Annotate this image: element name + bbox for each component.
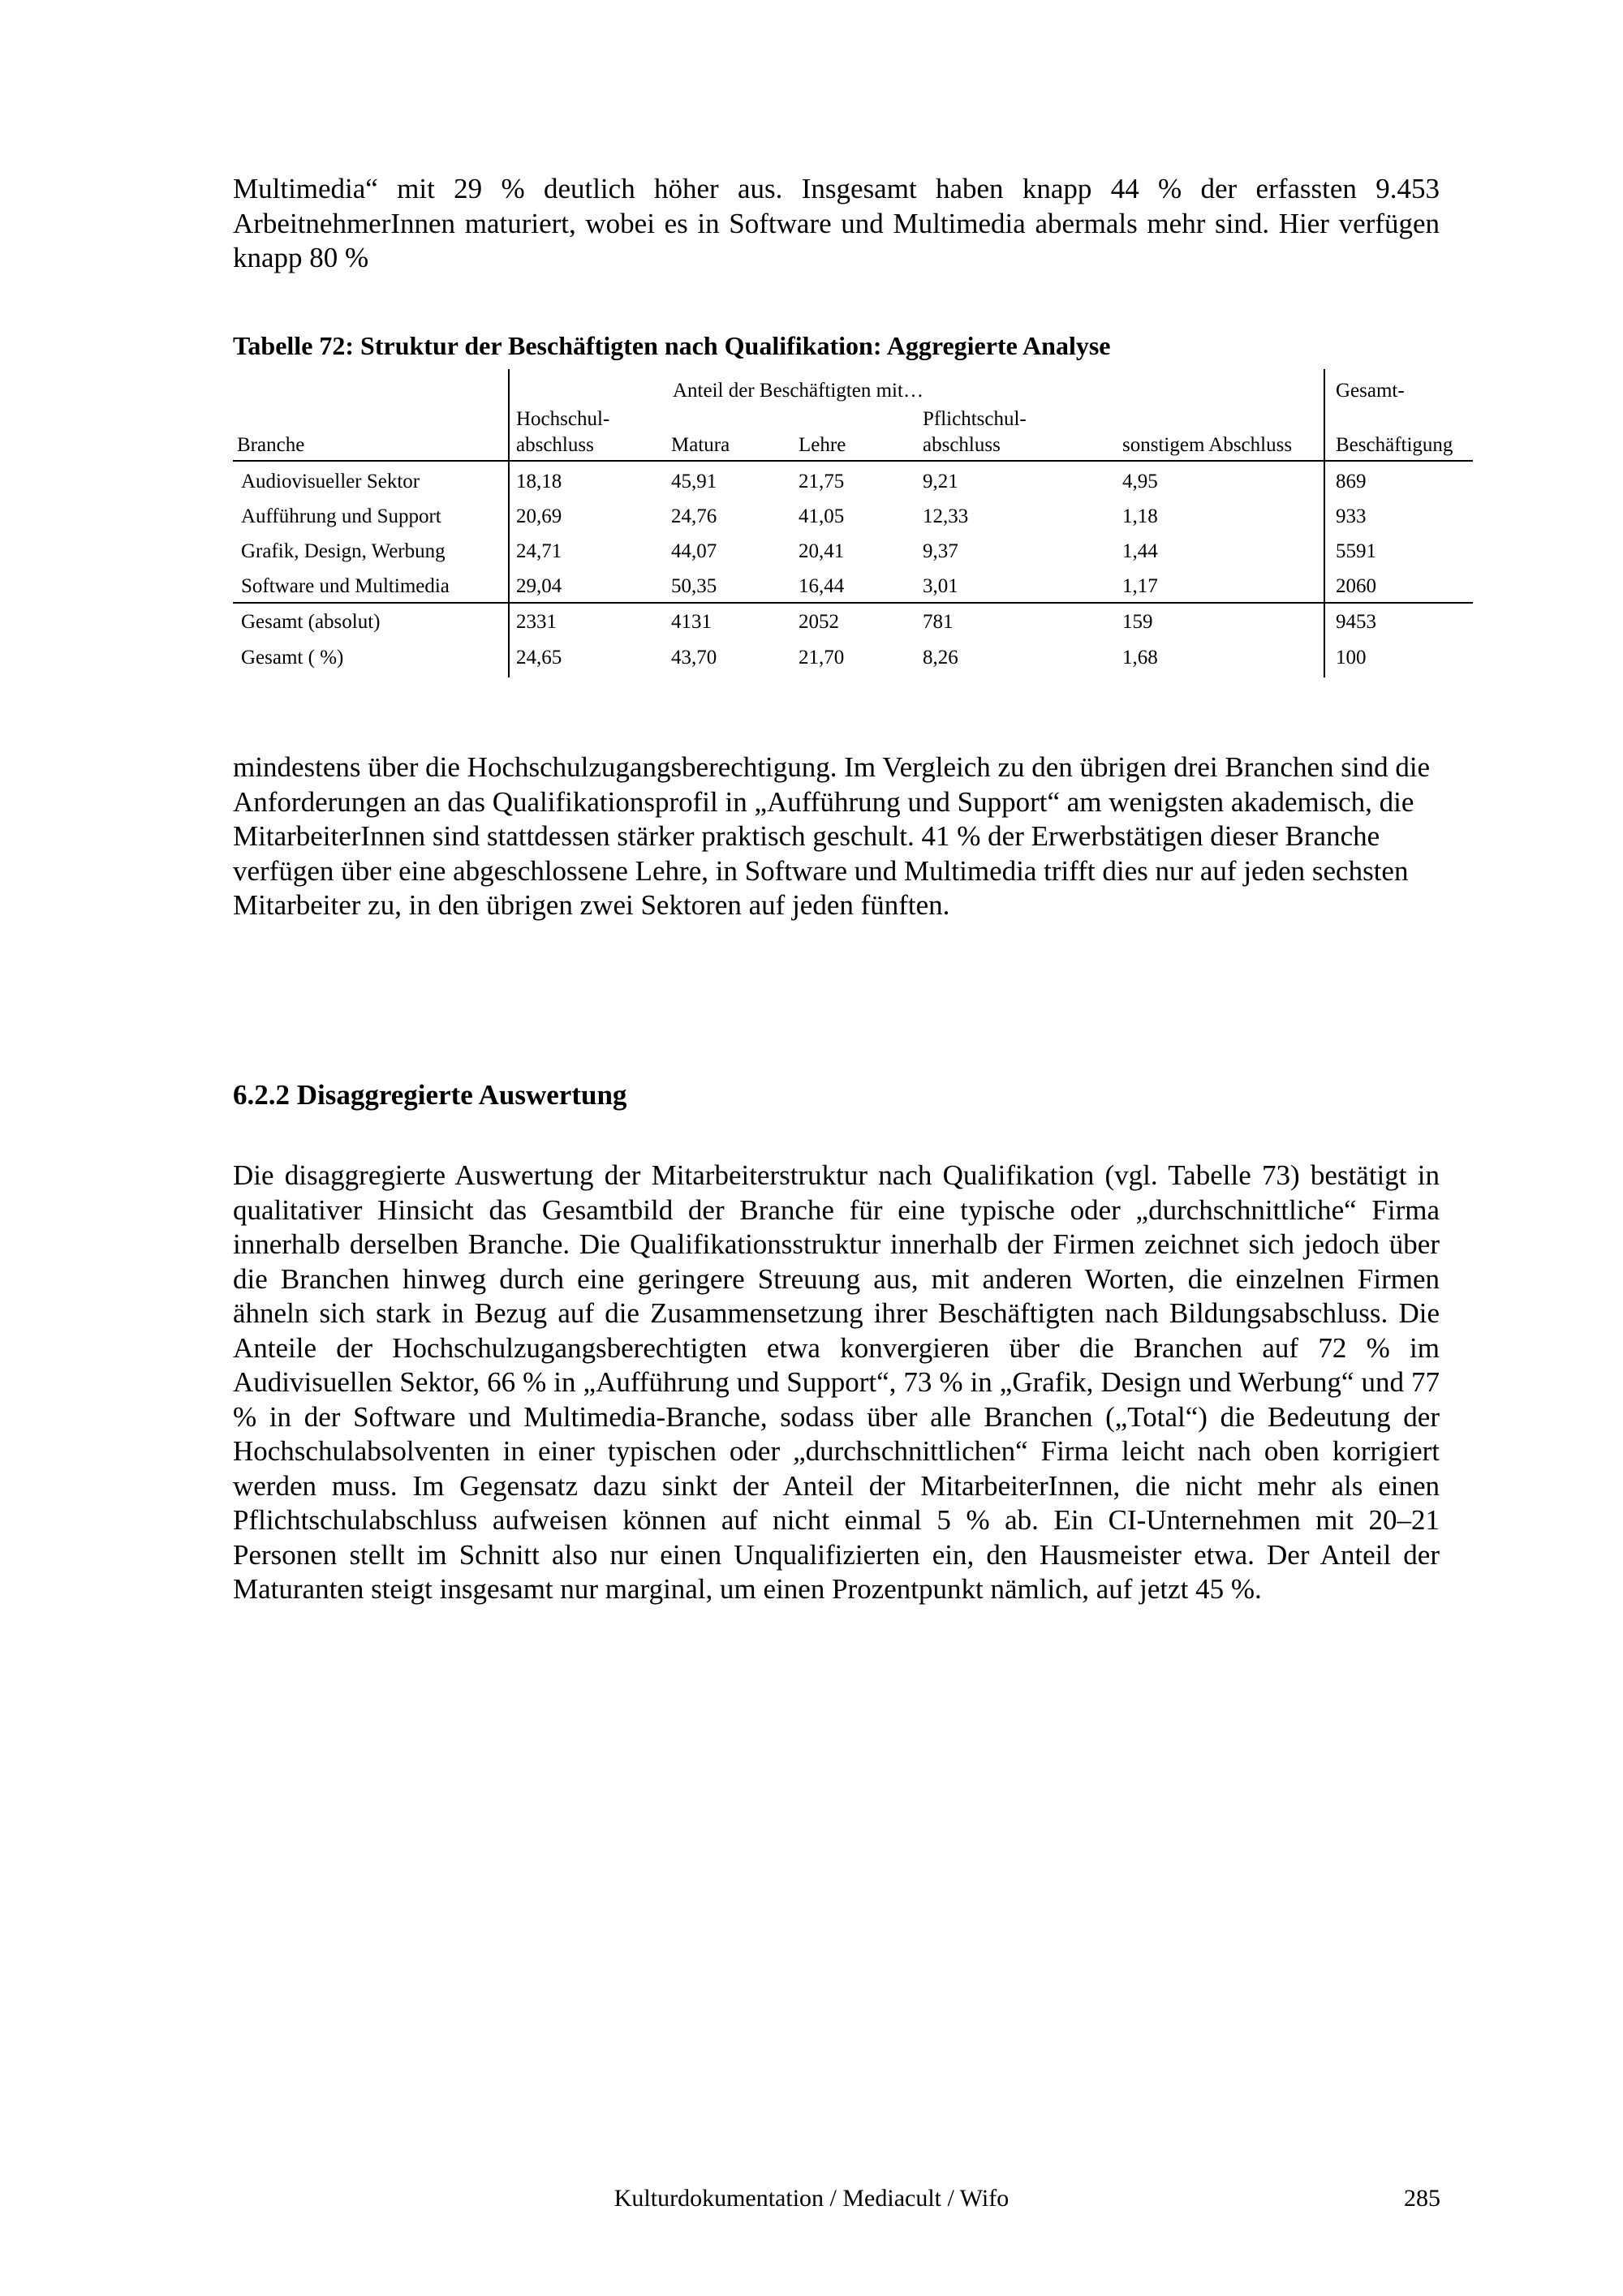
table-cell: 2052 bbox=[799, 611, 839, 633]
header-pflicht-2: abschluss bbox=[923, 434, 1001, 456]
header-hochschul-1: Hochschul- bbox=[516, 408, 610, 430]
table-cell: Software und Multimedia bbox=[241, 575, 450, 597]
header-matura: Matura bbox=[671, 434, 730, 456]
header-total-2: Beschäftigung bbox=[1336, 434, 1453, 456]
table-cell: 9,37 bbox=[923, 540, 958, 562]
table-cell: 8,26 bbox=[923, 647, 958, 669]
table-cell: 21,70 bbox=[799, 647, 845, 669]
table-cell: 41,05 bbox=[799, 505, 845, 527]
table-cell: 781 bbox=[923, 611, 954, 633]
table-cell: 50,35 bbox=[671, 575, 717, 597]
page-number: 285 bbox=[1404, 2185, 1440, 2212]
table-rule-total bbox=[1324, 369, 1325, 677]
table-cell: 1,68 bbox=[1122, 647, 1158, 669]
table-cell: 24,71 bbox=[516, 540, 562, 562]
table-cell: 24,65 bbox=[516, 647, 562, 669]
table-cell: 12,33 bbox=[923, 505, 969, 527]
header-group: Anteil der Beschäftigten mit… bbox=[673, 380, 923, 402]
table-cell: 159 bbox=[1122, 611, 1153, 633]
header-total-1: Gesamt- bbox=[1336, 380, 1405, 402]
table-cell: 21,75 bbox=[799, 471, 845, 492]
table-cell: Grafik, Design, Werbung bbox=[241, 540, 446, 562]
table-total-rule bbox=[233, 602, 1473, 604]
header-hochschul-2: abschluss bbox=[516, 434, 594, 456]
table-cell: 4131 bbox=[671, 611, 712, 633]
table-cell: 5591 bbox=[1336, 540, 1376, 562]
table-cell: 44,07 bbox=[671, 540, 717, 562]
table-cell: 29,04 bbox=[516, 575, 562, 597]
section-heading: 6.2.2 Disaggregierte Auswertung bbox=[233, 1079, 627, 1111]
footer-source: Kulturdokumentation / Mediacult / Wifo bbox=[613, 2185, 1010, 2212]
table-cell: Gesamt ( %) bbox=[241, 647, 344, 669]
table-cell: 43,70 bbox=[671, 647, 717, 669]
table-cell: 20,41 bbox=[799, 540, 845, 562]
table-caption: Tabelle 72: Struktur der Beschäftigten nach Qualifikation: Aggregierte Analyse bbox=[233, 331, 1111, 360]
table-cell: 933 bbox=[1336, 505, 1367, 527]
table-cell: 4,95 bbox=[1122, 471, 1158, 492]
table-cell: 3,01 bbox=[923, 575, 958, 597]
paragraph-intro: Multimedia“ mit 29 % deutlich höher aus. Insgesamt haben knapp 44 % der erfassten 9.453 ArbeitnehmerInnen maturiert, wobei es in Software und Multimedia abermals mehr sind. Hier verfügen knapp 80 % bbox=[233, 173, 1440, 273]
table-cell: Audiovisueller Sektor bbox=[241, 471, 420, 492]
table-cell: Gesamt (absolut) bbox=[241, 611, 381, 633]
header-sonstig: sonstigem Abschluss bbox=[1122, 434, 1293, 456]
table-cell: 1,44 bbox=[1122, 540, 1158, 562]
table-cell: Aufführung und Support bbox=[241, 505, 441, 527]
table-cell: 100 bbox=[1336, 647, 1367, 669]
table-cell: 9453 bbox=[1336, 611, 1376, 633]
header-branche: Branche bbox=[237, 434, 305, 456]
paragraph-after-table: mindestens über die Hochschulzugangsberechtigung. Im Vergleich zu den übrigen drei Branchen sind die Anforderungen an das Qualifikationsprofil in „Aufführung und Support“ am wenigsten akademisch, die MitarbeiterInnen sind stattdessen stärker praktisch geschult. 41 % der Erwerbstätigen dieser Branche verfügen über eine abgeschlossene Lehre, in Software und Multimedia trifft dies nur auf jeden sechsten Mitarbeiter zu, in den übrigen zwei Sektoren auf jeden fünften. bbox=[233, 751, 1431, 921]
paragraph-disaggregated: Die disaggregierte Auswertung der Mitarbeiterstruktur nach Qualifikation (vgl. Tabelle 73) bestätigt in qualitativer Hinsicht das Gesamtbild der Branche für eine typische oder „durchschnittliche“ Firma innerhalb derselben Branche. Die Qualifikationsstruktur innerhalb der Firmen zeichnet sich jedoch über die Branchen hinweg durch eine geringere Streuung aus, mit anderen Worten, die einzelnen Firmen ähneln sich stark in Bezug auf die Zusammensetzung ihrer Beschäftigten nach Bildungsabschluss. Die Anteile der Hochschulzugangsberechtigten etwa konvergieren über die Branchen auf 72 % im Audivisuellen Sektor, 66 % in „Aufführung und Support“, 73 % in „Grafik, Design und Werbung“ und 77 % in der Software und Multimedia-Branche, sodass über alle Branchen („Total“) die Bedeutung der Hochschulabsolventen in einer typischen oder „durchschnittlichen“ Firma leicht nach oben korrigiert werden muss. Im Gegensatz dazu sinkt der Anteil der MitarbeiterInnen, die nicht mehr als einen Pflichtschulabschluss aufweisen können auf nicht einmal 5 % ab. Ein CI-Unternehmen mit 20–21 Personen stellt im Schnitt also nur einen Unqualifizierten ein, den Hausmeister etwa. Der Anteil der Maturanten steigt insgesamt nur marginal, um einen Prozentpunkt nämlich, auf jetzt 45 %. bbox=[233, 1159, 1440, 1605]
table-cell: 869 bbox=[1336, 471, 1367, 492]
table-header-rule bbox=[233, 460, 1473, 462]
table-cell: 1,17 bbox=[1122, 575, 1158, 597]
table-rule-branche bbox=[508, 369, 510, 677]
qualification-table bbox=[233, 369, 1473, 677]
table-cell: 2331 bbox=[516, 611, 557, 633]
table-cell: 9,21 bbox=[923, 471, 958, 492]
table-cell: 45,91 bbox=[671, 471, 717, 492]
table-cell: 24,76 bbox=[671, 505, 717, 527]
table-cell: 2060 bbox=[1336, 575, 1376, 597]
table-cell: 1,18 bbox=[1122, 505, 1158, 527]
table-cell: 18,18 bbox=[516, 471, 562, 492]
table-cell: 16,44 bbox=[799, 575, 845, 597]
header-pflicht-1: Pflichtschul- bbox=[923, 408, 1027, 430]
header-lehre: Lehre bbox=[799, 434, 846, 456]
table-cell: 20,69 bbox=[516, 505, 562, 527]
